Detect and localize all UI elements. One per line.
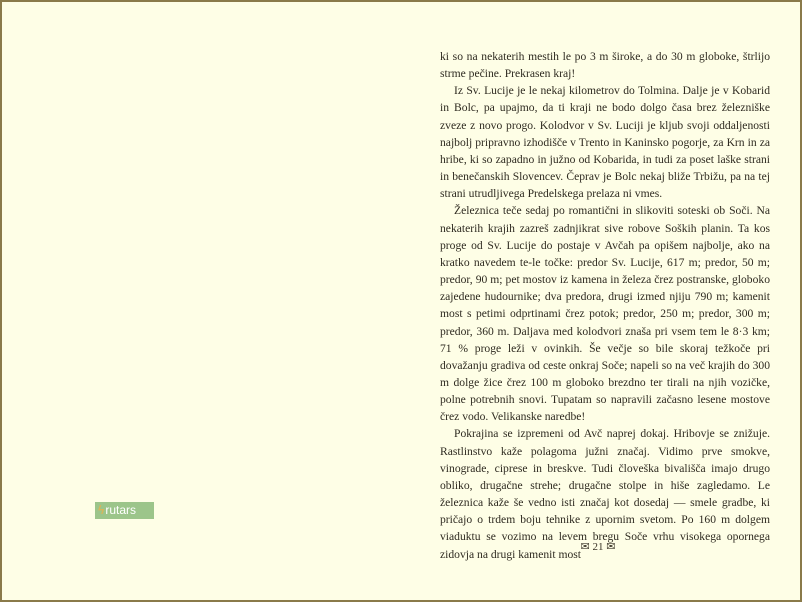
page-number: ✉ 21 ✉ (580, 541, 616, 553)
paragraph-2: Iz Sv. Lucije je le nekaj kilometrov do Tolmina. Dalje je v Kobarid in Bolc, pa upajmo, da ti kraji ne bodo dolgo časa brez železniške zveze z novo progo. Kolodvor v Sv. Luciji je kljub svoji oddaljenosti najbolj pripravno izhodišče v Trento in Kaninsko pogorje, za Krn in za hribe, ki so zapadno in južno od Kobarida, in tudi za poset laške strani in benečanskih Slovencev. Čeprav je Bolc nekaj bliže Trbižu, pa na tej strani utrudljivega Predelskega prelaza ni vmes. (440, 84, 770, 201)
watermark-text: rutars (105, 503, 137, 517)
paragraph-1: ki so na nekaterih mestih le po 3 m široke, a do 30 m globoke, štrlijo strme pečine. Prekrasen kraj! (440, 50, 770, 81)
paragraph-3: Železnica teče sedaj po romantični in slikoviti soteski ob Soči. Na nekaterih krajih zazreš zadnjikrat sive robove Soških planin. Ta kos proge od Sv. Lucije do postaje v Avčah pa opišem najbolje, ako na kratko navedem te-le točke: predor Sv. Lucije, 617 m; predor, 50 m; predor, 90 m; pet mostov iz kamena in železa črez postranske, globoko zajedene hudournike; dva predora, drugi izmed njiju 790 m; kamenit most s petimi odprtinami črez potok; predor, 250 m; predor, 300 m; predor, 360 m. Daljava med kolodvori znaša pri vsem tem le 8·3 km; 71 % proge leži v ovinkih. Še večje so bile skoraj težkoče pri dovažanju gradiva od ceste onkraj Soče; napeli so na več krajih do 300 m dolge žice črez 100 m globoko brezdno ter tirali na njih vozičke, polne potrebnih snovi. Tupatam so napravili začasno lesene mostove črez vodo. Velikanske naredbe! (440, 204, 770, 424)
watermark-icon: ϟ (98, 503, 105, 517)
paragraph-4: Pokrajina se izpremeni od Avč naprej dokaj. Hribovje se znižuje. Rastlinstvo kaže polagoma južni značaj. Vidimo prve smokve, vinograde, ciprese in breskve. Tudi človeška bivališča imajo drugo obliko, drugačne strehe; drugačne stolpe in hiše zagledamo. Le železnica kaže še vedno isti značaj kot dosedaj — smele gradbe, ki pričajo o trdem boju tehnike z upornim svetom. Po 160 m dolgem viaduktu se vozimo na levem bregu Soče vrhu visokega opornega zidovja na drugi kamenit most (440, 427, 770, 561)
watermark-logo (95, 502, 154, 519)
text-column (440, 48, 770, 563)
